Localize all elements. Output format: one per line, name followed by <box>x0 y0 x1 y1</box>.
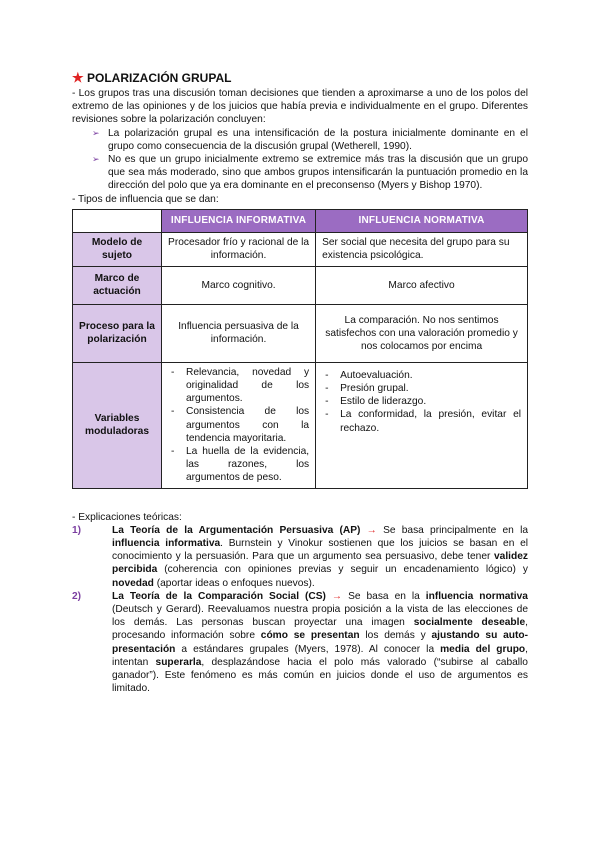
list-item: - Relevancia, novedad y originalidad de los argumentos. <box>171 366 310 405</box>
arrow-icon: → <box>331 590 343 602</box>
conclusions-list <box>72 127 528 193</box>
explanations-label: - Explicaciones teóricas: <box>72 511 182 523</box>
document-page <box>72 70 528 696</box>
header-normativa: INFLUENCIA NORMATIVA <box>316 209 528 232</box>
cell-informativa: Marco cognitivo. <box>162 266 316 304</box>
moderators-list <box>168 366 309 485</box>
list-item: ➢ La polarización grupal es una intensificación de la postura inicialmente dominante en el grupo como consecuencia de la discusión grupal (Wetherell, 1990). <box>92 127 528 152</box>
star-icon: ★ <box>72 70 84 85</box>
list-item: - Consistencia de los argumentos con la tendencia mayoritaria. <box>171 406 310 444</box>
section-title <box>72 70 528 86</box>
list-item: ➢ No es que un grupo inicialmente extremo se extremice más tras la discusión que un grupo que sea más moderado, sino que ambos grupos intensificarán la puntuación promedio en la dirección del polo que ya era dominante en el preconsenso (Myers y Bishop 1970). <box>92 154 528 192</box>
types-label: - Tipos de influencia que se dan: <box>72 193 219 205</box>
arrow-bullet-icon: ➢ <box>92 127 100 138</box>
table-row <box>73 362 528 488</box>
cell-normativa: La comparación. No nos sentimos satisfechos con una valoración promedio y nos colocamos por encima <box>316 304 528 362</box>
influence-table <box>72 209 528 489</box>
table-row <box>73 232 528 266</box>
cell-normativa: Marco afectivo <box>316 266 528 304</box>
cell-normativa: Ser social que necesita del grupo para su existencia psicológica. <box>316 232 528 266</box>
cell-informativa: Procesador frío y racional de la información. <box>162 232 316 266</box>
arrow-bullet-icon: ➢ <box>92 154 100 165</box>
row-header-marco: Marco de actuación <box>73 266 162 304</box>
theories-list <box>72 524 528 696</box>
table-corner <box>73 209 162 232</box>
list-item: - La huella de la evidencia, las razones, los argumentos de peso. <box>171 446 310 484</box>
row-header-modelo: Modelo de sujeto <box>73 232 162 266</box>
row-header-proceso: Proceso para la polarización <box>73 304 162 362</box>
theory-item: 2) La Teoría de la Comparación Social (CS) → Se basa en la influencia normativa (Deutsch y Gerard). Reevaluamos nuestra propia posición a la vista de las elecciones de los demás. Las personas buscan proyectar una imagen socialmente deseable, procesando información sobre cómo se presentan los demás y ajustando su auto-presentación a estándares grupales (Myers, 1978). Al conocer la media del grupo, intentan superarla, desplazándose hacia el polo más valorado (“subirse al caballo ganador”). Este fenómeno es más común en juicios donde el uso de argumentos es limitado. <box>72 590 528 695</box>
list-item: - La conformidad, la presión, evitar el rechazo. <box>325 409 521 434</box>
table-row <box>73 266 528 304</box>
table-header-row <box>73 209 528 232</box>
theory-item: 1) La Teoría de la Argumentación Persuasiva (AP) → Se basa principalmente en la influencia informativa. Burnstein y Vinokur sostienen que los juicios se basan en el conocimiento y la persuasión. Para que un argumento sea persuasivo, debe tener validez percibida (coherencia con opiniones previas y seguir un encadenamiento lógico) y novedad (aportar ideas o enfoques nuevos). <box>72 524 528 589</box>
intro-paragraph: - Los grupos tras una discusión toman decisiones que tienden a aproximarse a uno de los polos del extremo de las opiniones y de los juicios que había previa e individualmente en el grupo. Diferentes revisiones sobre la polarización concluyen: <box>72 88 528 126</box>
table-row <box>73 304 528 362</box>
cell-normativa <box>316 362 528 488</box>
cell-informativa: Influencia persuasiva de la información. <box>162 304 316 362</box>
list-item: - Autoevaluación. <box>325 369 413 381</box>
moderators-list <box>322 369 521 435</box>
title-text: POLARIZACIÓN GRUPAL <box>87 71 232 85</box>
arrow-icon: → <box>366 524 377 536</box>
header-informativa: INFLUENCIA INFORMATIVA <box>162 209 316 232</box>
list-item: - Estilo de liderazgo. <box>325 396 427 408</box>
cell-informativa <box>162 362 316 488</box>
list-item: - Presión grupal. <box>325 383 409 395</box>
row-header-variables: Variables moduladoras <box>73 362 162 488</box>
